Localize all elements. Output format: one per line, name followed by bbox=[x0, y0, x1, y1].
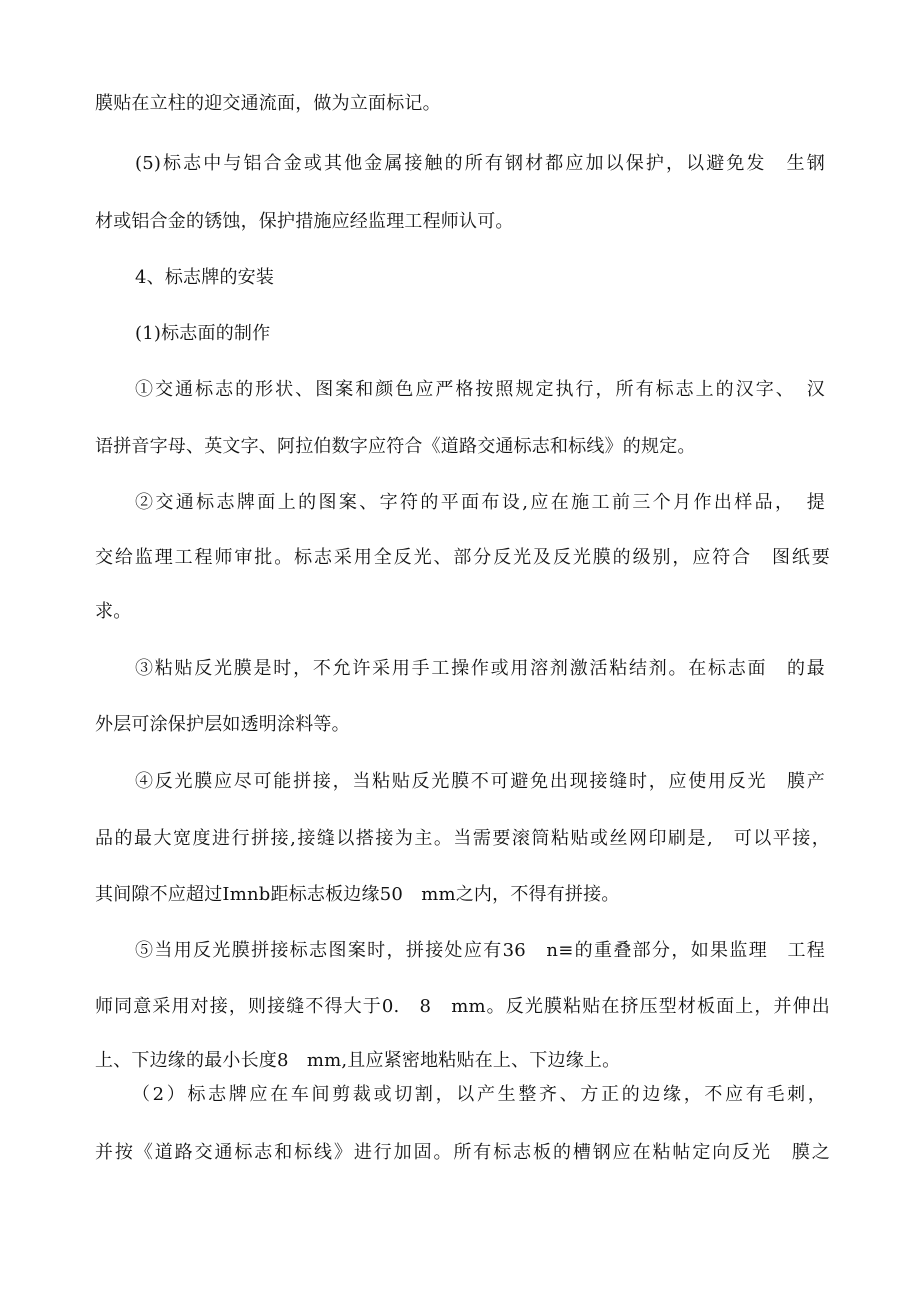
text-line-19: （2）标志牌应在车间剪裁或切割，以产生整齐、方正的边缘，不应有毛刺， bbox=[132, 1084, 826, 1105]
text-line-11: ③粘贴反光膜是时，不允许采用手工操作或用溶剂激活粘结剂。在标志面 的最 bbox=[135, 658, 825, 679]
text-line-2: (5)标志中与铝合金或其他金属接触的所有钢材都应加以保护，以避免发 生钢 bbox=[135, 153, 825, 174]
text-line-18: 上、下边缘的最小长度8 mm,且应紧密地粘贴在上、下边缘上。 bbox=[95, 1050, 621, 1071]
text-line-12: 外层可涂保护层如透明涂料等。 bbox=[95, 714, 350, 735]
text-line-7: 语拼音字母、英文字、阿拉伯数字应符合《道路交通标志和标线》的规定。 bbox=[95, 436, 696, 457]
text-line-8: ②交通标志牌面上的图案、字符的平面布设,应在施工前三个月作出样品， 提 bbox=[135, 492, 825, 513]
text-line-14: 品的最大宽度进行拼接,接缝以搭接为主。当需要滚筒粘贴或丝网印刷是, 可以平接， bbox=[95, 828, 830, 849]
text-line-1: 膜贴在立柱的迎交通流面，做为立面标记。 bbox=[95, 93, 441, 114]
text-line-16: ⑤当用反光膜拼接标志图案时，拼接处应有36 n≡的重叠部分，如果监理 工程 bbox=[135, 940, 825, 961]
text-line-3: 材或铝合金的锈蚀，保护措施应经监理工程师认可。 bbox=[95, 211, 514, 232]
text-line-15: 其间隙不应超过Imnb距标志板边缘50 mm之内，不得有拼接。 bbox=[95, 884, 620, 905]
text-line-17: 师同意采用对接，则接缝不得大于0. 8 mm。反光膜粘贴在挤压型材板面上，并伸出 bbox=[95, 996, 830, 1017]
text-line-10: 求。 bbox=[95, 601, 132, 622]
text-line-6: ①交通标志的形状、图案和颜色应严格按照规定执行，所有标志上的汉字、 汉 bbox=[135, 379, 825, 400]
section-heading-4: 4、标志牌的安装 bbox=[135, 267, 275, 288]
text-line-9: 交给监理工程师审批。标志采用全反光、部分反光及反光膜的级别，应符合 图纸要 bbox=[95, 547, 830, 568]
text-line-13: ④反光膜应尽可能拼接，当粘贴反光膜不可避免出现接缝时，应使用反光 膜产 bbox=[135, 771, 825, 792]
text-line-20: 并按《道路交通标志和标线》进行加固。所有标志板的槽钢应在粘帖定向反光 膜之 bbox=[95, 1142, 830, 1163]
subsection-heading-1: (1)标志面的制作 bbox=[135, 323, 271, 344]
